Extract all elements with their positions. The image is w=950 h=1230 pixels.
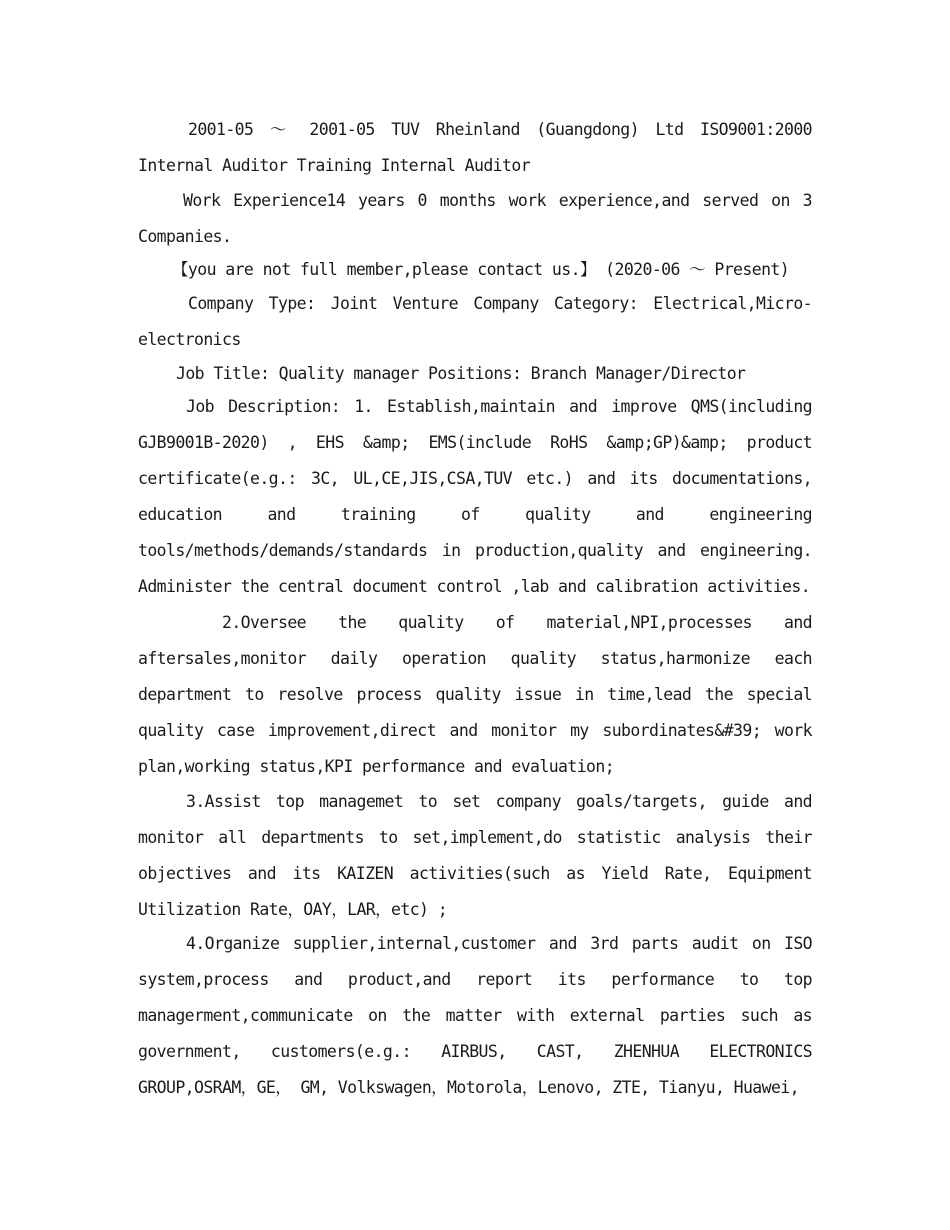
paragraph-duty-2: 2.Oversee the quality of material,NPI,processes and aftersales,monitor daily operation quality status,harmonize each department to resolve process quality issue in time,lead the special quality case improvement,direct and monitor my subordinates&#39; work plan,working status,KPI performance and evaluation; <box>138 613 812 776</box>
paragraph-company-type: Company Type: Joint Venture Company Category: Electrical,Micro-electronics <box>138 294 812 349</box>
paragraph-training: 2001-05 ～ 2001-05 TUV Rheinland (Guangdong) Ltd ISO9001:2000 Internal Auditor Training Internal Auditor <box>138 120 812 175</box>
paragraph-job-description: Job Description: 1. Establish,maintain and improve QMS(including GJB9001B-2020) , EHS &amp; EMS(include RoHS &amp;GP)&amp; product certificate(e.g.: 3C, UL,CE,JIS,CSA,TUV etc.) and its documentations, education and training of quality and engineering tools/methods/demands/standards in production,quality and engineering. Administer the central document control ,lab and calibration activities. <box>138 397 812 596</box>
paragraph-membership-notice: 【you are not full member,please contact us.】 (2020-06 ～ Present) <box>172 260 790 279</box>
paragraph-work-experience: Work Experience14 years 0 months work experience,and served on 3 Companies. <box>138 191 812 246</box>
paragraph-duty-3: 3.Assist top managemet to set company goals/targets, guide and monitor all departments to set,implement,do statistic analysis their objectives and its KAIZEN activities(such as Yield Rate, Equipment Utilization Rate，OAY，LAR，etc) ; <box>138 792 812 919</box>
paragraph-duty-4: 4.Organize supplier,internal,customer and 3rd parts audit on ISO system,process and product,and report its performance to top managerment,communicate on the matter with external parties such as government, customers(e.g.: AIRBUS, CAST, ZHENHUA ELECTRONICS GROUP,OSRAM，GE， GM, Volkswagen，Motorola，Lenovo, ZTE, Tianyu, Huawei, <box>138 934 812 1097</box>
paragraph-job-title: Job Title: Quality manager Positions: Branch Manager/Director <box>176 364 746 383</box>
